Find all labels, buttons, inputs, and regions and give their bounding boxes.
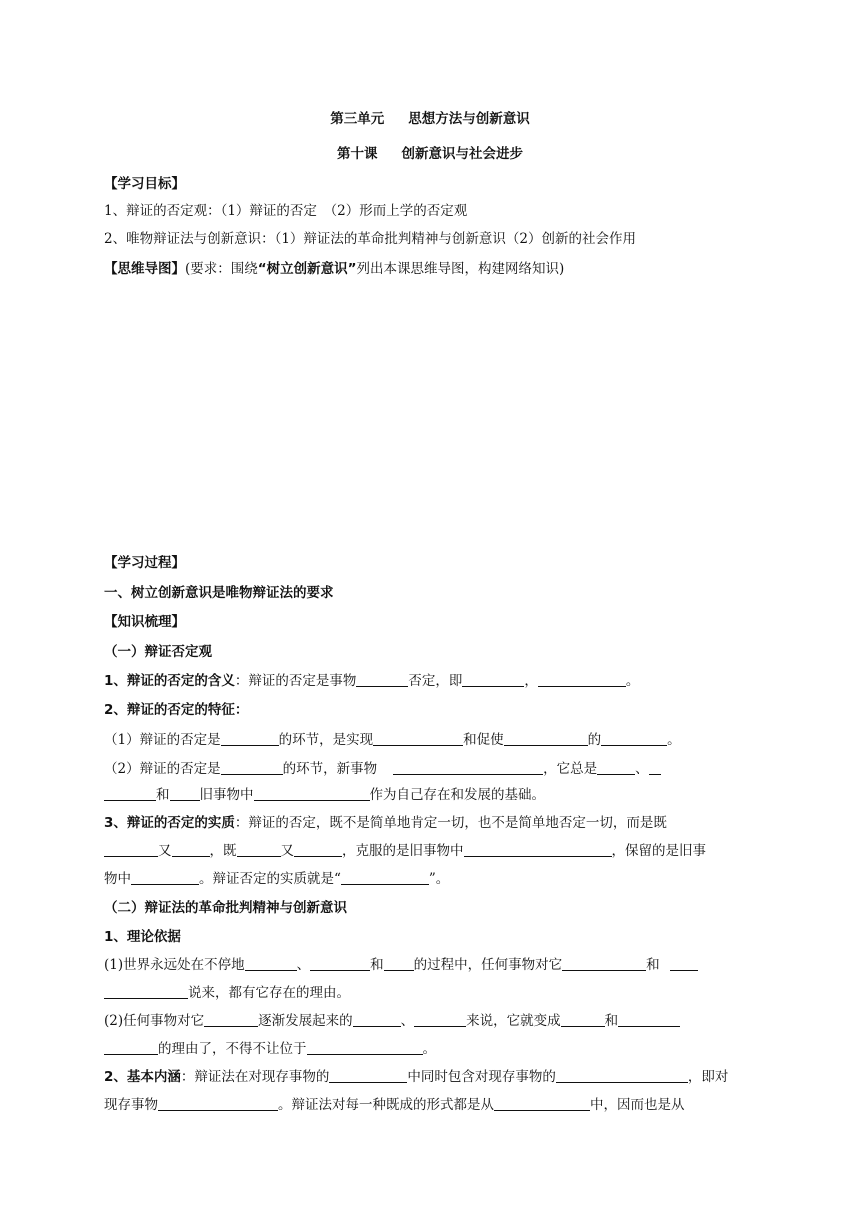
basic-meaning-line — [104, 1068, 728, 1086]
fill-blank[interactable] — [307, 1040, 423, 1055]
text-fragment: ，既 — [209, 843, 237, 859]
theory-line-1-cont — [104, 984, 350, 1002]
fill-blank[interactable] — [170, 786, 200, 801]
fill-blank[interactable] — [310, 956, 370, 971]
text-fragment: 逐渐发展起来的 — [258, 1013, 353, 1029]
text-fragment: 、 — [400, 1013, 415, 1029]
fill-blank[interactable] — [104, 984, 188, 999]
text-fragment: ”。 — [428, 871, 450, 887]
text-fragment: 和 — [156, 787, 170, 803]
text-fragment: 作为自己存在和发展的基础。 — [369, 787, 545, 803]
objective-item-1: 1、辩证的否定观：（1）辩证的否定 （2）形而上学的否定观 — [104, 203, 468, 219]
text-fragment: 的环节，新事物 — [282, 761, 378, 777]
text-fragment: 和 — [604, 1013, 619, 1029]
text-fragment: 现存事物 — [104, 1097, 158, 1113]
text-fragment: 来说，它就变成 — [466, 1013, 561, 1029]
fill-blank[interactable] — [104, 786, 156, 801]
text-fragment: ，它总是 — [543, 761, 598, 777]
theory-line-1 — [104, 956, 698, 974]
essence-label: 3、辩证的否定的实质 — [104, 815, 235, 831]
fill-blank[interactable] — [670, 956, 698, 971]
text-fragment: 又 — [280, 843, 294, 859]
fill-blank[interactable] — [131, 870, 199, 885]
fill-blank[interactable] — [601, 731, 667, 746]
text-fragment: 和 — [370, 957, 384, 973]
fill-blank[interactable] — [597, 760, 635, 775]
text-fragment: ：辩证的否定，既不是简单地肯定一切，也不是简单地否定一切，而是既 — [234, 815, 667, 831]
objective-item-2: 2、唯物辩证法与创新意识：（1）辩证法的革命批判精神与创新意识（2）创新的社会作用 — [104, 231, 637, 247]
text-fragment: 中，因而也是从 — [590, 1097, 685, 1113]
fill-blank[interactable] — [237, 842, 281, 857]
definition-label: 1、辩证的否定的含义 — [104, 673, 235, 689]
unit-title: 第三单元 — [330, 111, 385, 127]
text-fragment: 。 — [625, 673, 640, 689]
text-fragment: 物中 — [104, 871, 131, 887]
fill-blank[interactable] — [561, 1012, 605, 1027]
lesson-title-line — [0, 145, 860, 163]
lesson-subtitle: 创新意识与社会进步 — [401, 146, 523, 162]
theory-line-2-cont — [104, 1040, 436, 1058]
text-fragment: ， — [524, 673, 538, 689]
text-fragment: 、 — [296, 957, 311, 973]
fill-blank[interactable] — [373, 731, 463, 746]
fill-blank[interactable] — [104, 1040, 158, 1055]
process-heading: 【学习过程】 — [104, 555, 185, 571]
text-fragment: （2）辩证的否定是 — [104, 761, 221, 777]
text-fragment: 、 — [635, 761, 649, 777]
basic-meaning-label: 2、基本内涵 — [104, 1069, 181, 1085]
fill-blank[interactable] — [556, 1068, 688, 1083]
mindmap-req-c: 列出本课思维导图，构建网络知识) — [356, 261, 565, 277]
mindmap-heading: 【思维导图】 — [104, 261, 185, 277]
fill-blank[interactable] — [172, 842, 210, 857]
fill-blank[interactable] — [504, 731, 588, 746]
fill-blank[interactable] — [538, 672, 626, 687]
knowledge-heading: 【知识梳理】 — [104, 614, 185, 630]
fill-blank[interactable] — [618, 1012, 680, 1027]
text-fragment: 。 — [422, 1041, 436, 1057]
text-fragment: 否定，即 — [408, 673, 463, 689]
text-fragment: 的过程中，任何事物对它 — [413, 957, 563, 973]
fill-blank[interactable] — [393, 760, 543, 775]
subsection-1-heading: （一）辩证否定观 — [104, 644, 212, 660]
fill-blank[interactable] — [158, 1096, 278, 1111]
unit-subtitle: 思想方法与创新意识 — [408, 111, 530, 127]
text-fragment: 。 — [667, 732, 681, 748]
fill-blank[interactable] — [464, 842, 612, 857]
lesson-title: 第十课 — [337, 146, 378, 162]
fill-blank[interactable] — [384, 956, 414, 971]
feature-2-line — [104, 760, 661, 778]
basic-meaning-line-2 — [104, 1096, 685, 1114]
text-fragment: ，即对 — [687, 1069, 729, 1085]
text-fragment: ，保留的是旧事 — [611, 843, 706, 859]
mindmap-line — [104, 260, 564, 278]
essence-line-3 — [104, 870, 449, 888]
essence-line — [104, 814, 667, 832]
fill-blank[interactable] — [329, 1068, 407, 1083]
essence-line-2 — [104, 842, 706, 860]
text-fragment: 旧事物中 — [199, 787, 254, 803]
text-fragment: 的环节，是实现 — [278, 732, 374, 748]
text-fragment: 和促使 — [463, 732, 504, 748]
fill-blank[interactable] — [341, 870, 429, 885]
fill-blank[interactable] — [353, 1012, 401, 1027]
fill-blank[interactable] — [356, 672, 408, 687]
fill-blank[interactable] — [294, 842, 342, 857]
fill-blank[interactable] — [414, 1012, 466, 1027]
text-fragment: (2)任何事物对它 — [104, 1013, 205, 1029]
fill-blank[interactable] — [204, 1012, 258, 1027]
feature-2-line-cont — [104, 786, 545, 804]
fill-blank[interactable] — [104, 842, 158, 857]
text-fragment: ：辩证的否定是事物 — [234, 673, 357, 689]
mindmap-req-a: (要求：围绕 — [185, 261, 258, 277]
definition-line — [104, 672, 639, 690]
features-label: 2、辩证的否定的特征： — [104, 702, 249, 718]
text-fragment: 的 — [587, 732, 602, 748]
fill-blank[interactable] — [254, 786, 370, 801]
mindmap-req-b: “树立创新意识” — [257, 261, 357, 277]
text-fragment: ：辩证法在对现存事物的 — [180, 1069, 330, 1085]
fill-blank[interactable] — [494, 1096, 590, 1111]
text-fragment: 说来，都有它存在的理由。 — [188, 985, 350, 1001]
subsection-2-heading: （二）辩证法的革命批判精神与创新意识 — [104, 900, 347, 916]
theory-line-2 — [104, 1012, 680, 1030]
text-fragment: 中同时包含对现存事物的 — [407, 1069, 556, 1085]
text-fragment: 和 — [646, 957, 660, 973]
objectives-heading: 【学习目标】 — [104, 176, 185, 192]
text-fragment: 的理由了，不得不让位于 — [158, 1041, 307, 1057]
feature-1-line — [104, 731, 681, 749]
text-fragment: (1)世界永远处在不停地 — [104, 957, 245, 973]
unit-title-line — [0, 110, 860, 128]
text-fragment: 又 — [158, 843, 172, 859]
text-fragment: 。辩证否定的实质就是“ — [199, 871, 341, 887]
fill-blank[interactable] — [221, 760, 283, 775]
fill-blank[interactable] — [245, 956, 297, 971]
theory-heading: 1、理论依据 — [104, 929, 181, 945]
text-fragment: ，克服的是旧事物中 — [342, 843, 464, 859]
section-1-heading: 一、树立创新意识是唯物辩证法的要求 — [104, 585, 334, 601]
fill-blank[interactable] — [649, 760, 661, 775]
fill-blank[interactable] — [462, 672, 524, 687]
text-fragment: （1）辩证的否定是 — [104, 732, 221, 748]
text-fragment: 。辩证法对每一种既成的形式都是从 — [278, 1097, 494, 1113]
fill-blank[interactable] — [221, 731, 279, 746]
fill-blank[interactable] — [562, 956, 646, 971]
